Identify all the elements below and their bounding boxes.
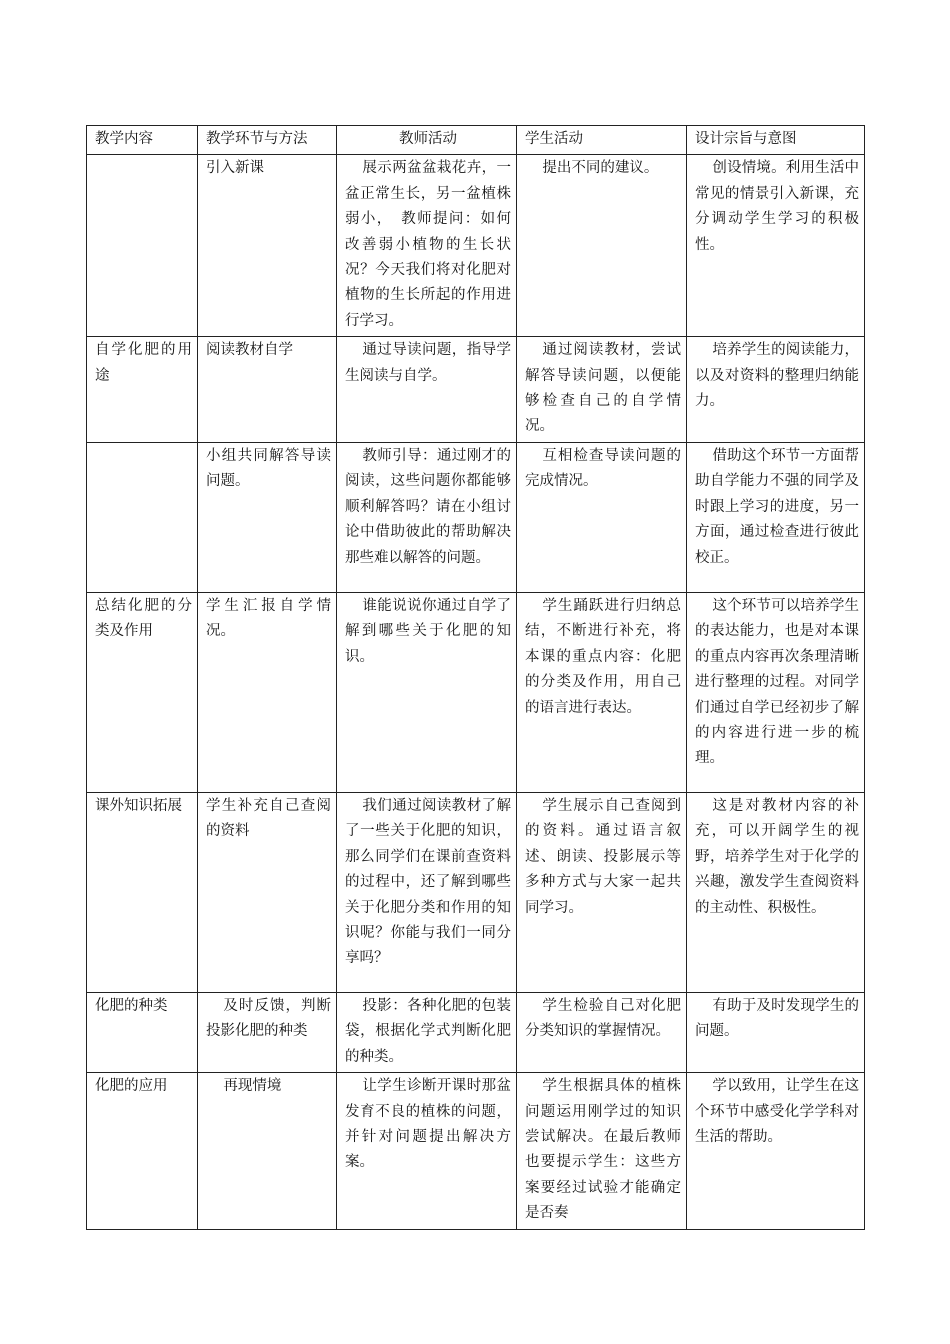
cell-teacher-activity: 投影：各种化肥的包装袋，根据化学式判断化肥的种类。	[337, 992, 517, 1072]
cell-design-intent: 这是对教材内容的补充，可以开阔学生的视野，培养学生对于化学的兴趣，激发学生查阅资料的主动性、积极性。	[687, 792, 865, 992]
cell-method: 学生汇报自学情况。	[198, 592, 337, 792]
cell-content: 总结化肥的分类及作用	[87, 592, 198, 792]
cell-student-activity: 互相检查导读问题的完成情况。	[517, 442, 687, 592]
cell-design-intent: 借助这个环节一方面帮助自学能力不强的同学及时跟上学习的进度，另一方面，通过检查进行彼此校正。	[687, 442, 865, 592]
cell-teacher-activity: 让学生诊断开课时那盆发育不良的植株的问题，并针对问题提出解决方案。	[337, 1073, 517, 1229]
cell-student-activity: 学生展示自己查阅到的资料。通过语言叙述、朗读、投影展示等多种方式与大家一起共同学习。	[517, 792, 687, 992]
cell-method: 再现情境	[198, 1073, 337, 1229]
table-row	[87, 442, 865, 592]
cell-teacher-activity: 谁能说说你通过自学了解到哪些关于化肥的知识。	[337, 592, 517, 792]
table-row	[87, 155, 865, 337]
cell-design-intent: 学以致用，让学生在这个环节中感受化学学科对生活的帮助。	[687, 1073, 865, 1229]
cell-content	[87, 155, 198, 337]
cell-design-intent: 培养学生的阅读能力，以及对资料的整理归纳能力。	[687, 337, 865, 443]
cell-content: 自学化肥的用途	[87, 337, 198, 443]
cell-method: 学生补充自己查阅的资料	[198, 792, 337, 992]
table-row	[87, 592, 865, 792]
cell-design-intent: 创设情境。利用生活中常见的情景引入新课，充分调动学生学习的积极性。	[687, 155, 865, 337]
header-content: 教学内容	[87, 126, 198, 155]
cell-content	[87, 442, 198, 592]
cell-content: 化肥的种类	[87, 992, 198, 1072]
table-row	[87, 337, 865, 443]
header-design-intent: 设计宗旨与意图	[687, 126, 865, 155]
cell-student-activity: 学生根据具体的植株问题运用刚学过的知识尝试解决。在最后教师也要提示学生：这些方案要经过试验才能确定是否奏	[517, 1073, 687, 1229]
cell-method: 及时反馈，判断投影化肥的种类	[198, 992, 337, 1072]
cell-teacher-activity: 教师引导：通过刚才的阅读，这些问题你都能够顺利解答吗？请在小组讨论中借助彼此的帮助解决那些难以解答的问题。	[337, 442, 517, 592]
table-row	[87, 792, 865, 992]
cell-design-intent: 有助于及时发现学生的问题。	[687, 992, 865, 1072]
cell-method: 阅读教材自学	[198, 337, 337, 443]
table-header-row	[87, 126, 865, 155]
cell-design-intent: 这个环节可以培养学生的表达能力，也是对本课的重点内容再次条理清晰进行整理的过程。对同学们通过自学已经初步了解的内容进行进一步的梳理。	[687, 592, 865, 792]
cell-teacher-activity: 通过导读问题，指导学生阅读与自学。	[337, 337, 517, 443]
cell-student-activity: 学生踊跃进行归纳总结，不断进行补充，将本课的重点内容：化肥的分类及作用，用自己的语言进行表达。	[517, 592, 687, 792]
cell-student-activity: 提出不同的建议。	[517, 155, 687, 337]
cell-teacher-activity: 我们通过阅读教材了解了一些关于化肥的知识，那么同学们在课前查资料的过程中，还了解到哪些关于化肥分类和作用的知识呢？你能与我们一同分享吗？	[337, 792, 517, 992]
table-row	[87, 1073, 865, 1229]
cell-student-activity: 学生检验自己对化肥分类知识的掌握情况。	[517, 992, 687, 1072]
lesson-plan-table	[86, 125, 865, 1230]
cell-content: 课外知识拓展	[87, 792, 198, 992]
cell-student-activity: 通过阅读教材，尝试解答导读问题，以便能够检查自己的自学情况。	[517, 337, 687, 443]
header-teacher-activity: 教师活动	[337, 126, 517, 155]
cell-teacher-activity: 展示两盆盆栽花卉，一盆正常生长，另一盆植株弱小， 教师提问：如何改善弱小植物的生长状况？今天我们将对化肥对植物的生长所起的作用进行学习。	[337, 155, 517, 337]
cell-method: 小组共同解答导读问题。	[198, 442, 337, 592]
cell-method: 引入新课	[198, 155, 337, 337]
header-method: 教学环节与方法	[198, 126, 337, 155]
header-student-activity: 学生活动	[517, 126, 687, 155]
table-row	[87, 992, 865, 1072]
cell-content: 化肥的应用	[87, 1073, 198, 1229]
